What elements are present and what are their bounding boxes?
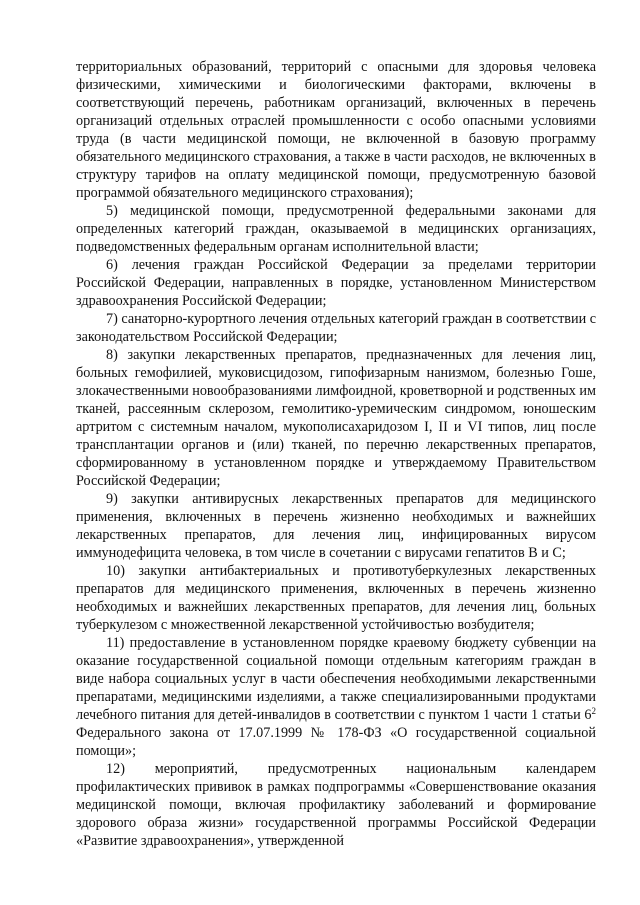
paragraph-item-7: 7) санаторно-курортного лечения отдельных категорий граждан в соответствии с законодательством Российской Федерации; (76, 311, 597, 345)
superscript-article-number: 2 (591, 706, 596, 716)
paragraph-item-6: 6) лечения граждан Российской Федерации за пределами территории Российской Федерации, направленных в порядке, установленном Министерством здравоохранения Российской Федерации; (76, 257, 596, 309)
document-page (76, 58, 596, 850)
paragraph-item-11 (76, 634, 596, 760)
paragraph-item-5: 5) медицинской помощи, предусмотренной федеральными законами для определенных категорий граждан, оказываемой в медицинских организациях, подведомственных федеральным органам исполнительной власти; (76, 203, 596, 255)
paragraph-item-10: 10) закупки антибактериальных и противотуберкулезных лекарственных препаратов для медицинского применения, включенных в перечень жизненно необходимых и важнейших лекарственных препаратов, для лечения лиц, больных туберкулезом с множественной лекарственной устойчивостью возбудителя; (76, 563, 596, 633)
paragraph-item-12: 12) мероприятий, предусмотренных национальным календарем профилактических прививок в рамках подпрограммы «Совершенствование оказания медицинской помощи, включая профилактику заболеваний и формирование здорового образа жизни» государственной программы Российской Федерации «Развитие здравоохранения», утвержденной (76, 761, 596, 849)
paragraph-item-9: 9) закупки антивирусных лекарственных препаратов для медицинского применения, включенных в перечень жизненно необходимых и важнейших лекарственных препаратов, для лечения лиц, инфицированных вирусом иммунодефицита человека, в том числе в сочетании с вирусами гепатитов B и C; (76, 491, 596, 561)
paragraph-item-8: 8) закупки лекарственных препаратов, предназначенных для лечения лиц, больных гемофилией, муковисцидозом, гипофизарным нанизмом, болезнью Гоше, злокачественными новообразованиями лимфоидной, кроветворной и родственных им тканей, рассеянным склерозом, гемолитико-уремическим синдромом, юношеским артритом с системным началом, мукополисахаридозом I, II и VI типов, лиц после трансплантации органов и (или) тканей, по перечню лекарственных препаратов, сформированному в установленном порядке и утверждаемому Правительством Российской Федерации; (76, 347, 596, 489)
paragraph-item-11-text-after: Федерального закона от 17.07.1999 № 178-ФЗ «О государственной социальной помощи»; (76, 725, 596, 759)
paragraph-item-11-text-before: 11) предоставление в установленном порядке краевому бюджету субвенции на оказание государственной социальной помощи отдельным категориям граждан в виде набора социальных услуг в части обеспечения необходимыми лекарственными препаратами, медицинскими изделиями, а также специализированными продуктами лечебного питания для детей-инвалидов в соответствии с пунктом 1 части 1 статьи 6 (76, 635, 596, 723)
paragraph-continuation: территориальных образований, территорий с опасными для здоровья человека физическими, химическими и биологическими факторами, включены в соответствующий перечень, работникам организаций, включенных в перечень организаций отдельных отраслей промышленности с особо опасными условиями труда (в части медицинской помощи, не включенной в базовую программу обязательного медицинского страхования, а также в части расходов, не включенных в структуру тарифов на оплату медицинской помощи, предусмотренную базовой программой обязательного медицинского страхования); (76, 59, 596, 201)
